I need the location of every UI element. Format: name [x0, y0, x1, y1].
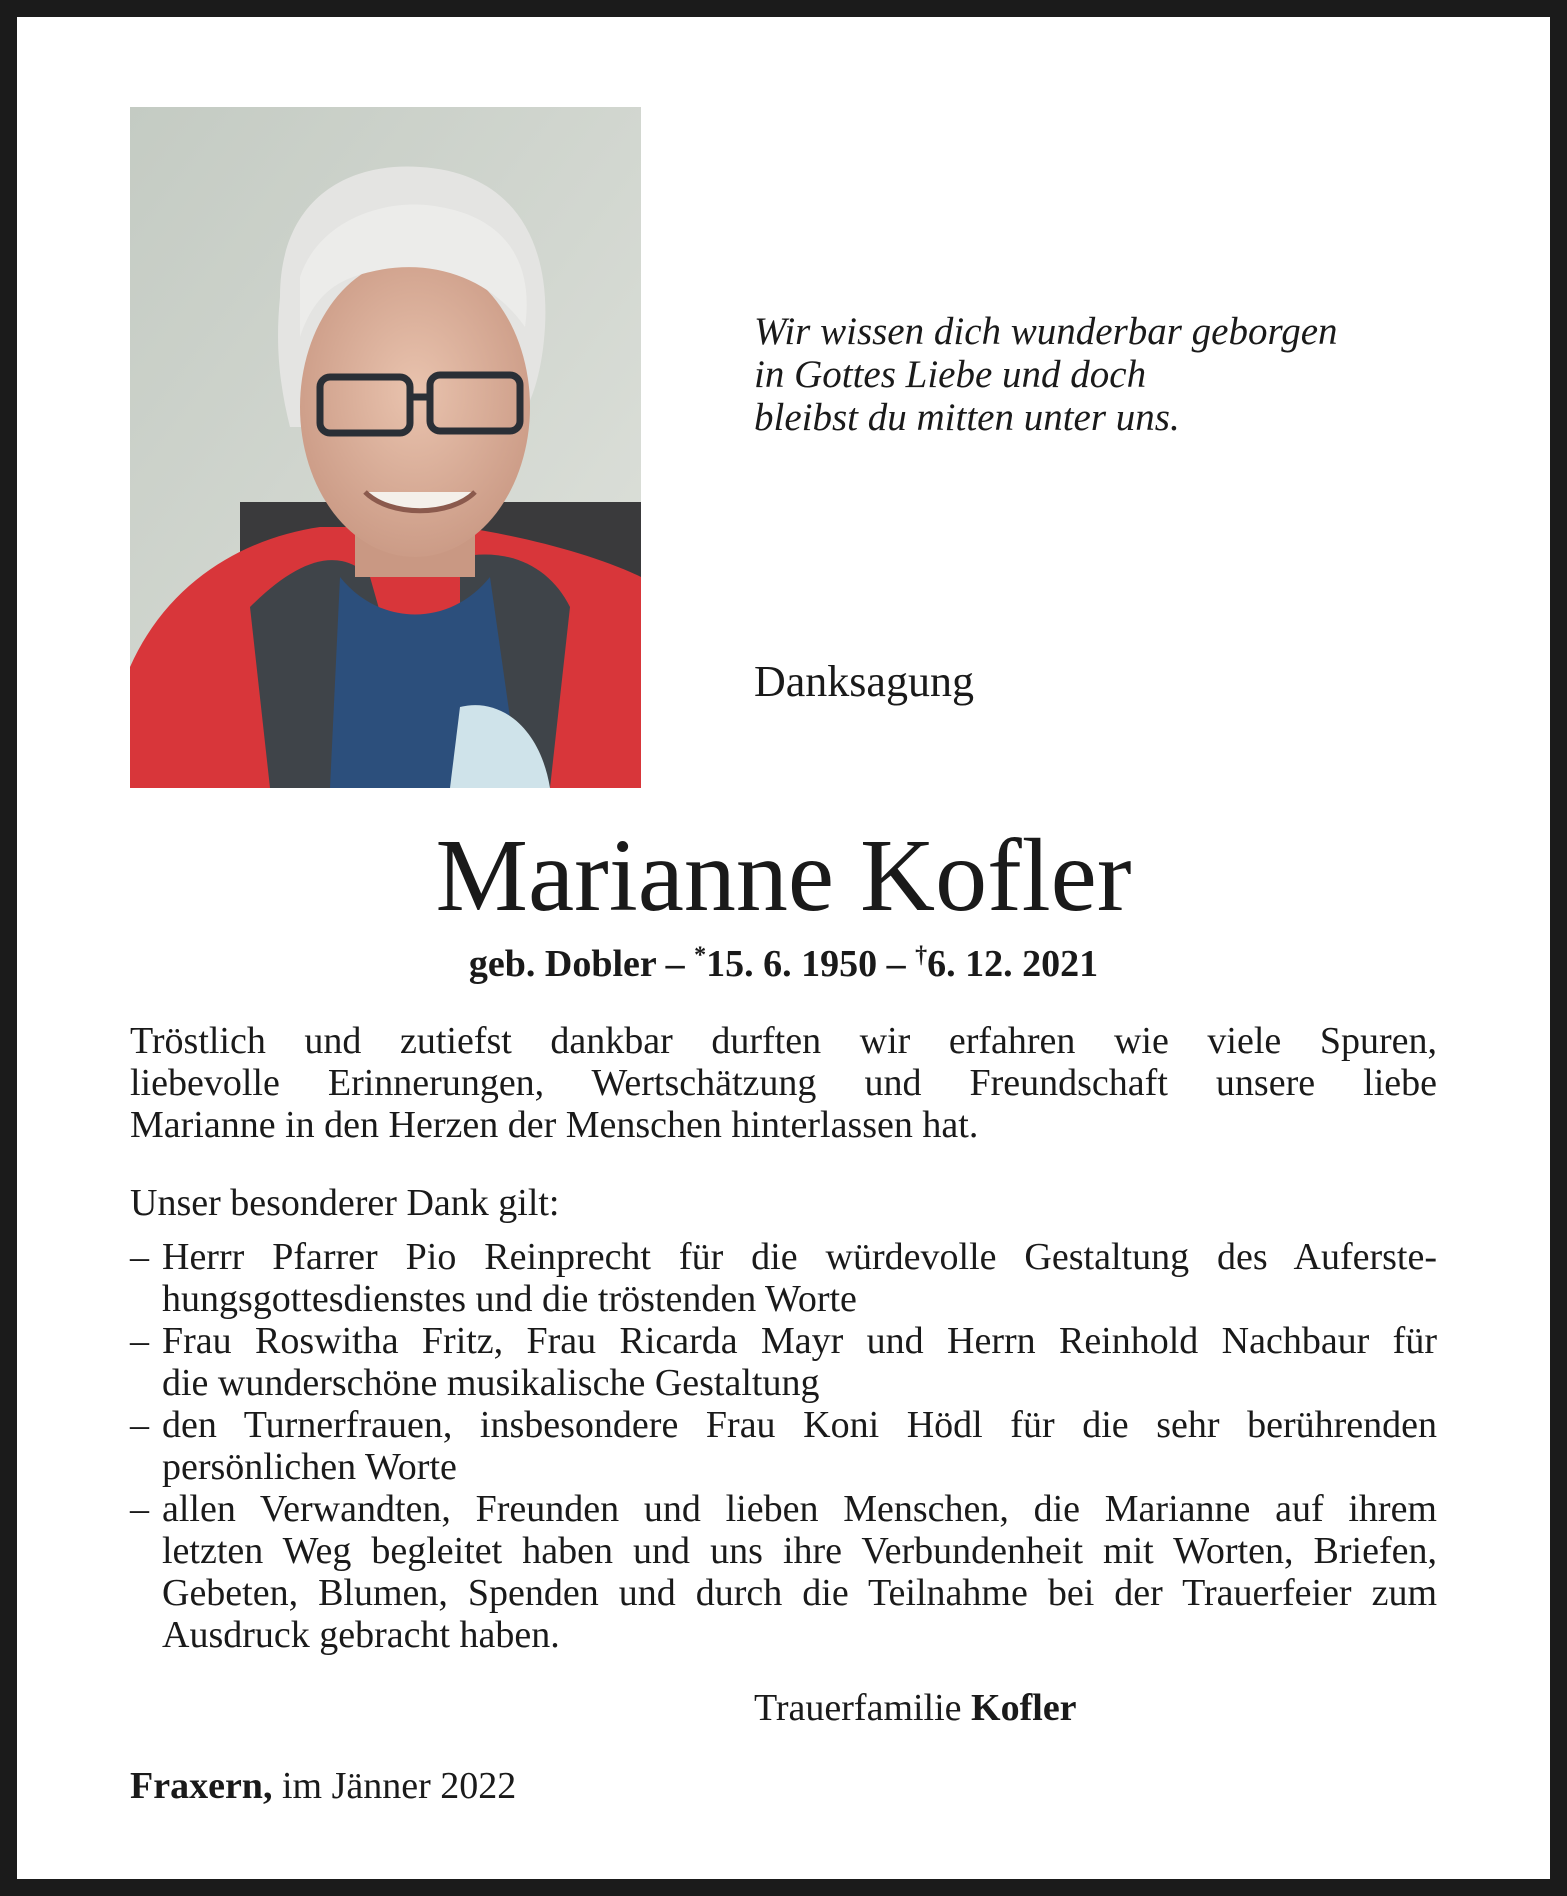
list-item-line: persönlichen Worte [162, 1446, 457, 1488]
family-signature [754, 1686, 1077, 1730]
birth-date: 15. 6. 1950 [706, 943, 878, 985]
signature-family: Kofler [971, 1687, 1077, 1729]
quote-line: bleibst du mitten unter uns. [754, 396, 1180, 439]
portrait-photo [130, 107, 641, 788]
quote-line: in Gottes Liebe und doch [754, 353, 1147, 396]
death-symbol: † [915, 942, 928, 969]
death-date: 6. 12. 2021 [927, 943, 1099, 985]
thanks-list [130, 1236, 1437, 1656]
intro-line: Tröstlich und zutiefst dankbar durften wir erfahren wie viele Spuren, [130, 1020, 1437, 1062]
quote-line: Wir wissen dich wunderbar geborgen [754, 310, 1338, 353]
list-item-line: letzten Weg begleitet haben und uns ihre Verbundenheit mit Worten, Briefen, [162, 1530, 1437, 1572]
deceased-name: Marianne Kofler [435, 818, 1132, 933]
list-item-line: – Herrr Pfarrer Pio Reinprecht für die würdevolle Gestaltung des Auferste- [162, 1236, 1437, 1278]
list-item-line: Gebeten, Blumen, Spenden und durch die Teilnahme bei der Trauerfeier zum [162, 1572, 1437, 1614]
date-separator: – [665, 943, 685, 985]
life-dates [0, 942, 1567, 986]
list-item [130, 1320, 1437, 1404]
page-heading: Danksagung [754, 657, 974, 706]
list-item [130, 1236, 1437, 1320]
place-and-date [130, 1764, 516, 1808]
intro-line: liebevolle Erinnerungen, Wertschätzung und Freundschaft unsere liebe [130, 1062, 1437, 1104]
thanks-title: Unser besonderer Dank gilt: [130, 1182, 560, 1224]
intro-line: Marianne in den Herzen der Menschen hinterlassen hat. [130, 1104, 979, 1146]
list-item-line: – Frau Roswitha Fritz, Frau Ricarda Mayr und Herrn Reinhold Nachbaur für [162, 1320, 1437, 1362]
signature-prefix: Trauerfamilie [754, 1687, 962, 1729]
date-separator: – [886, 943, 906, 985]
memorial-quote [754, 310, 1454, 439]
list-item [130, 1488, 1437, 1656]
list-item-line: – den Turnerfrauen, insbesondere Frau Koni Hödl für die sehr berührenden [162, 1404, 1437, 1446]
list-item-line: hungsgottesdienstes und die tröstenden Worte [162, 1278, 857, 1320]
portrait-illustration [130, 107, 641, 788]
list-item-line: – allen Verwandten, Freunden und lieben Menschen, die Marianne auf ihrem [162, 1488, 1437, 1530]
list-item-line: Ausdruck gebracht haben. [162, 1614, 560, 1656]
birth-symbol: * [694, 942, 707, 969]
intro-paragraph [130, 1020, 1437, 1146]
place-town: Fraxern, [130, 1765, 273, 1807]
list-item-line: die wunderschöne musikalische Gestaltung [162, 1362, 820, 1404]
birth-name: geb. Dobler [468, 943, 657, 985]
place-date: im Jänner 2022 [281, 1765, 517, 1807]
list-item [130, 1404, 1437, 1488]
